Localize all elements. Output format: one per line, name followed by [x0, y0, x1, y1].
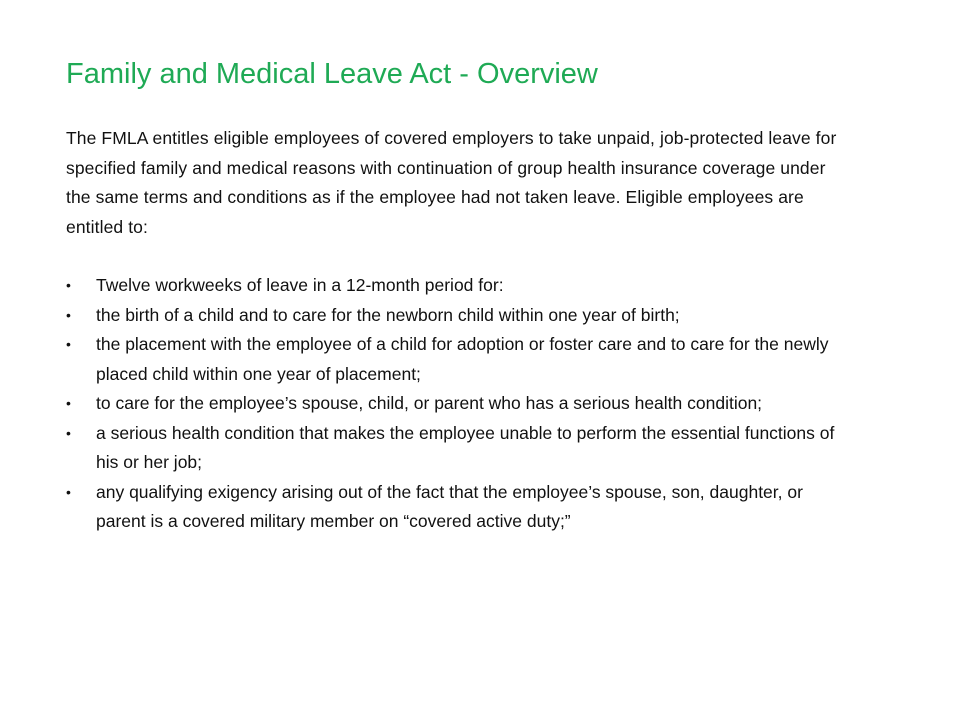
bullet-text: a serious health condition that makes the employee unable to perform the essential functions of his or her job;: [96, 422, 835, 472]
intro-paragraph: The FMLA entitles eligible employees of covered employers to take unpaid, job-protected leave for specified family and medical reasons with continuation of group health insurance coverage under the same terms and conditions as if the employee had not taken leave. Eligible employees are entitled to:: [66, 128, 837, 237]
bullet-item: [66, 419, 846, 478]
bullet-text: the birth of a child and to care for the newborn child within one year of birth;: [96, 304, 680, 325]
bullet-text: the placement with the employee of a child for adoption or foster care and to care for the newly placed child within one year of placement;: [96, 334, 829, 384]
bullet-icon: •: [66, 395, 71, 411]
bullet-item: [66, 301, 846, 331]
bullet-icon: •: [66, 306, 71, 323]
bullet-item: [66, 478, 846, 537]
bullet-item: [66, 389, 846, 419]
bullet-item: [66, 330, 846, 389]
bullet-item: [66, 271, 846, 301]
slide-title: Family and Medical Leave Act - Overview: [66, 58, 598, 90]
bullet-icon: •: [66, 277, 71, 293]
bullet-list: [66, 271, 846, 537]
bullet-text: Twelve workweeks of leave in a 12-month period for:: [96, 275, 504, 295]
bullet-icon: •: [66, 424, 71, 441]
bullet-icon: •: [66, 483, 71, 500]
bullet-text: any qualifying exigency arising out of the fact that the employee’s spouse, son, daughter, or parent is a covered military member on “covered active duty;”: [96, 481, 803, 531]
bullet-text: to care for the employee’s spouse, child, or parent who has a serious health condition;: [96, 393, 763, 413]
bullet-icon: •: [66, 336, 71, 352]
